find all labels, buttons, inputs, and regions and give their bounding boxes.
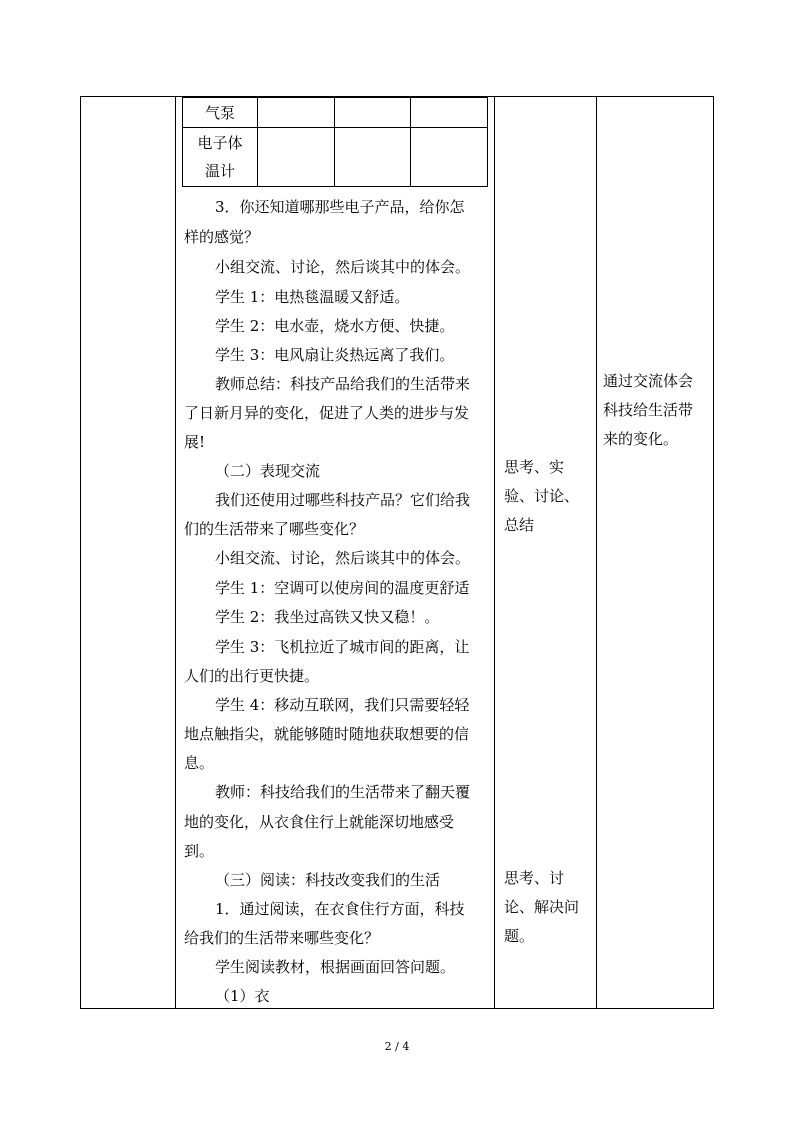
text-line: 小组交流、讨论，然后谈其中的体会。 xyxy=(215,549,471,567)
text-line: 学生 3：电风扇让炎热远离了我们。 xyxy=(215,346,455,364)
inner-cell-label: 电子体 温计 xyxy=(183,128,258,187)
inner-cell xyxy=(411,98,488,128)
column-divider-1 xyxy=(175,96,176,1009)
section-heading: （三）阅读：科技改变我们的生活 xyxy=(215,871,441,889)
column-divider-3 xyxy=(596,96,597,1009)
column-divider-2 xyxy=(494,96,495,1009)
text-line: 给我们的生活带来哪些变化？ xyxy=(184,929,380,947)
text-line: 人们的出行更快捷。 xyxy=(184,667,320,685)
inner-cell xyxy=(411,128,488,187)
text-line: 我们还使用过哪些科技产品？它们给我 xyxy=(215,491,471,509)
inner-cell xyxy=(334,98,411,128)
text-line: 思考、讨 xyxy=(504,869,565,887)
inner-table xyxy=(182,97,488,187)
text-line: 小组交流、讨论，然后谈其中的体会。 xyxy=(215,258,471,276)
text-line: 验、讨论、 xyxy=(504,487,580,505)
text-line: 息。 xyxy=(184,754,215,772)
page-number: 2 / 4 xyxy=(384,1040,410,1053)
text-line: 到。 xyxy=(184,842,215,860)
text-line: 总结 xyxy=(504,516,535,534)
text-line: 样的感觉？ xyxy=(184,228,260,246)
text-line: 地点触指尖，就能够随时随地获取想要的信 xyxy=(184,725,470,743)
text-line: 教师总结：科技产品给我们的生活带来 xyxy=(215,375,471,393)
text-line: 地的变化，从衣食住行上就能深切地感受 xyxy=(184,813,455,831)
text-line: 展! xyxy=(184,433,206,451)
text-line: 学生 2：我坐过高铁又快又稳！。 xyxy=(215,608,440,626)
inner-cell xyxy=(257,98,334,128)
text-line: 来的变化。 xyxy=(603,430,679,448)
text-line: 科技给生活带 xyxy=(603,401,694,419)
text-line: 了日新月异的变化，促进了人类的进步与发 xyxy=(184,404,470,422)
text-line: 学生阅读教材，根据画面回答问题。 xyxy=(215,958,456,976)
text-line: 论、解决问 xyxy=(504,898,580,916)
text-line: 学生 1：空调可以使房间的温度更舒适 xyxy=(215,579,470,597)
text-line: 思考、实 xyxy=(504,458,565,476)
text-line: 们的生活带来了哪些变化？ xyxy=(184,520,365,538)
inner-cell xyxy=(257,128,334,187)
text-line: 3．你还知道哪那些电子产品，给你怎 xyxy=(215,198,465,216)
text-line: 通过交流体会 xyxy=(603,372,694,390)
text-line: 学生 2：电水壶，烧水方便、快捷。 xyxy=(215,317,455,335)
text-line: 学生 4：移动互联网，我们只需要轻轻 xyxy=(215,696,470,714)
text-line: 学生 3：飞机拉近了城市间的距离，让 xyxy=(215,638,470,656)
text-line: 学生 1：电热毯温暖又舒适。 xyxy=(215,288,410,306)
inner-cell-label: 气泵 xyxy=(183,98,258,128)
text-line: 教师：科技给我们的生活带来了翻天覆 xyxy=(215,783,471,801)
text-line: 1．通过阅读，在衣食住行方面，科技 xyxy=(215,900,465,918)
section-heading: （二）表现交流 xyxy=(215,462,321,480)
text-line: （1）衣 xyxy=(215,987,270,1005)
text-line: 题。 xyxy=(504,927,535,945)
inner-cell xyxy=(334,128,411,187)
